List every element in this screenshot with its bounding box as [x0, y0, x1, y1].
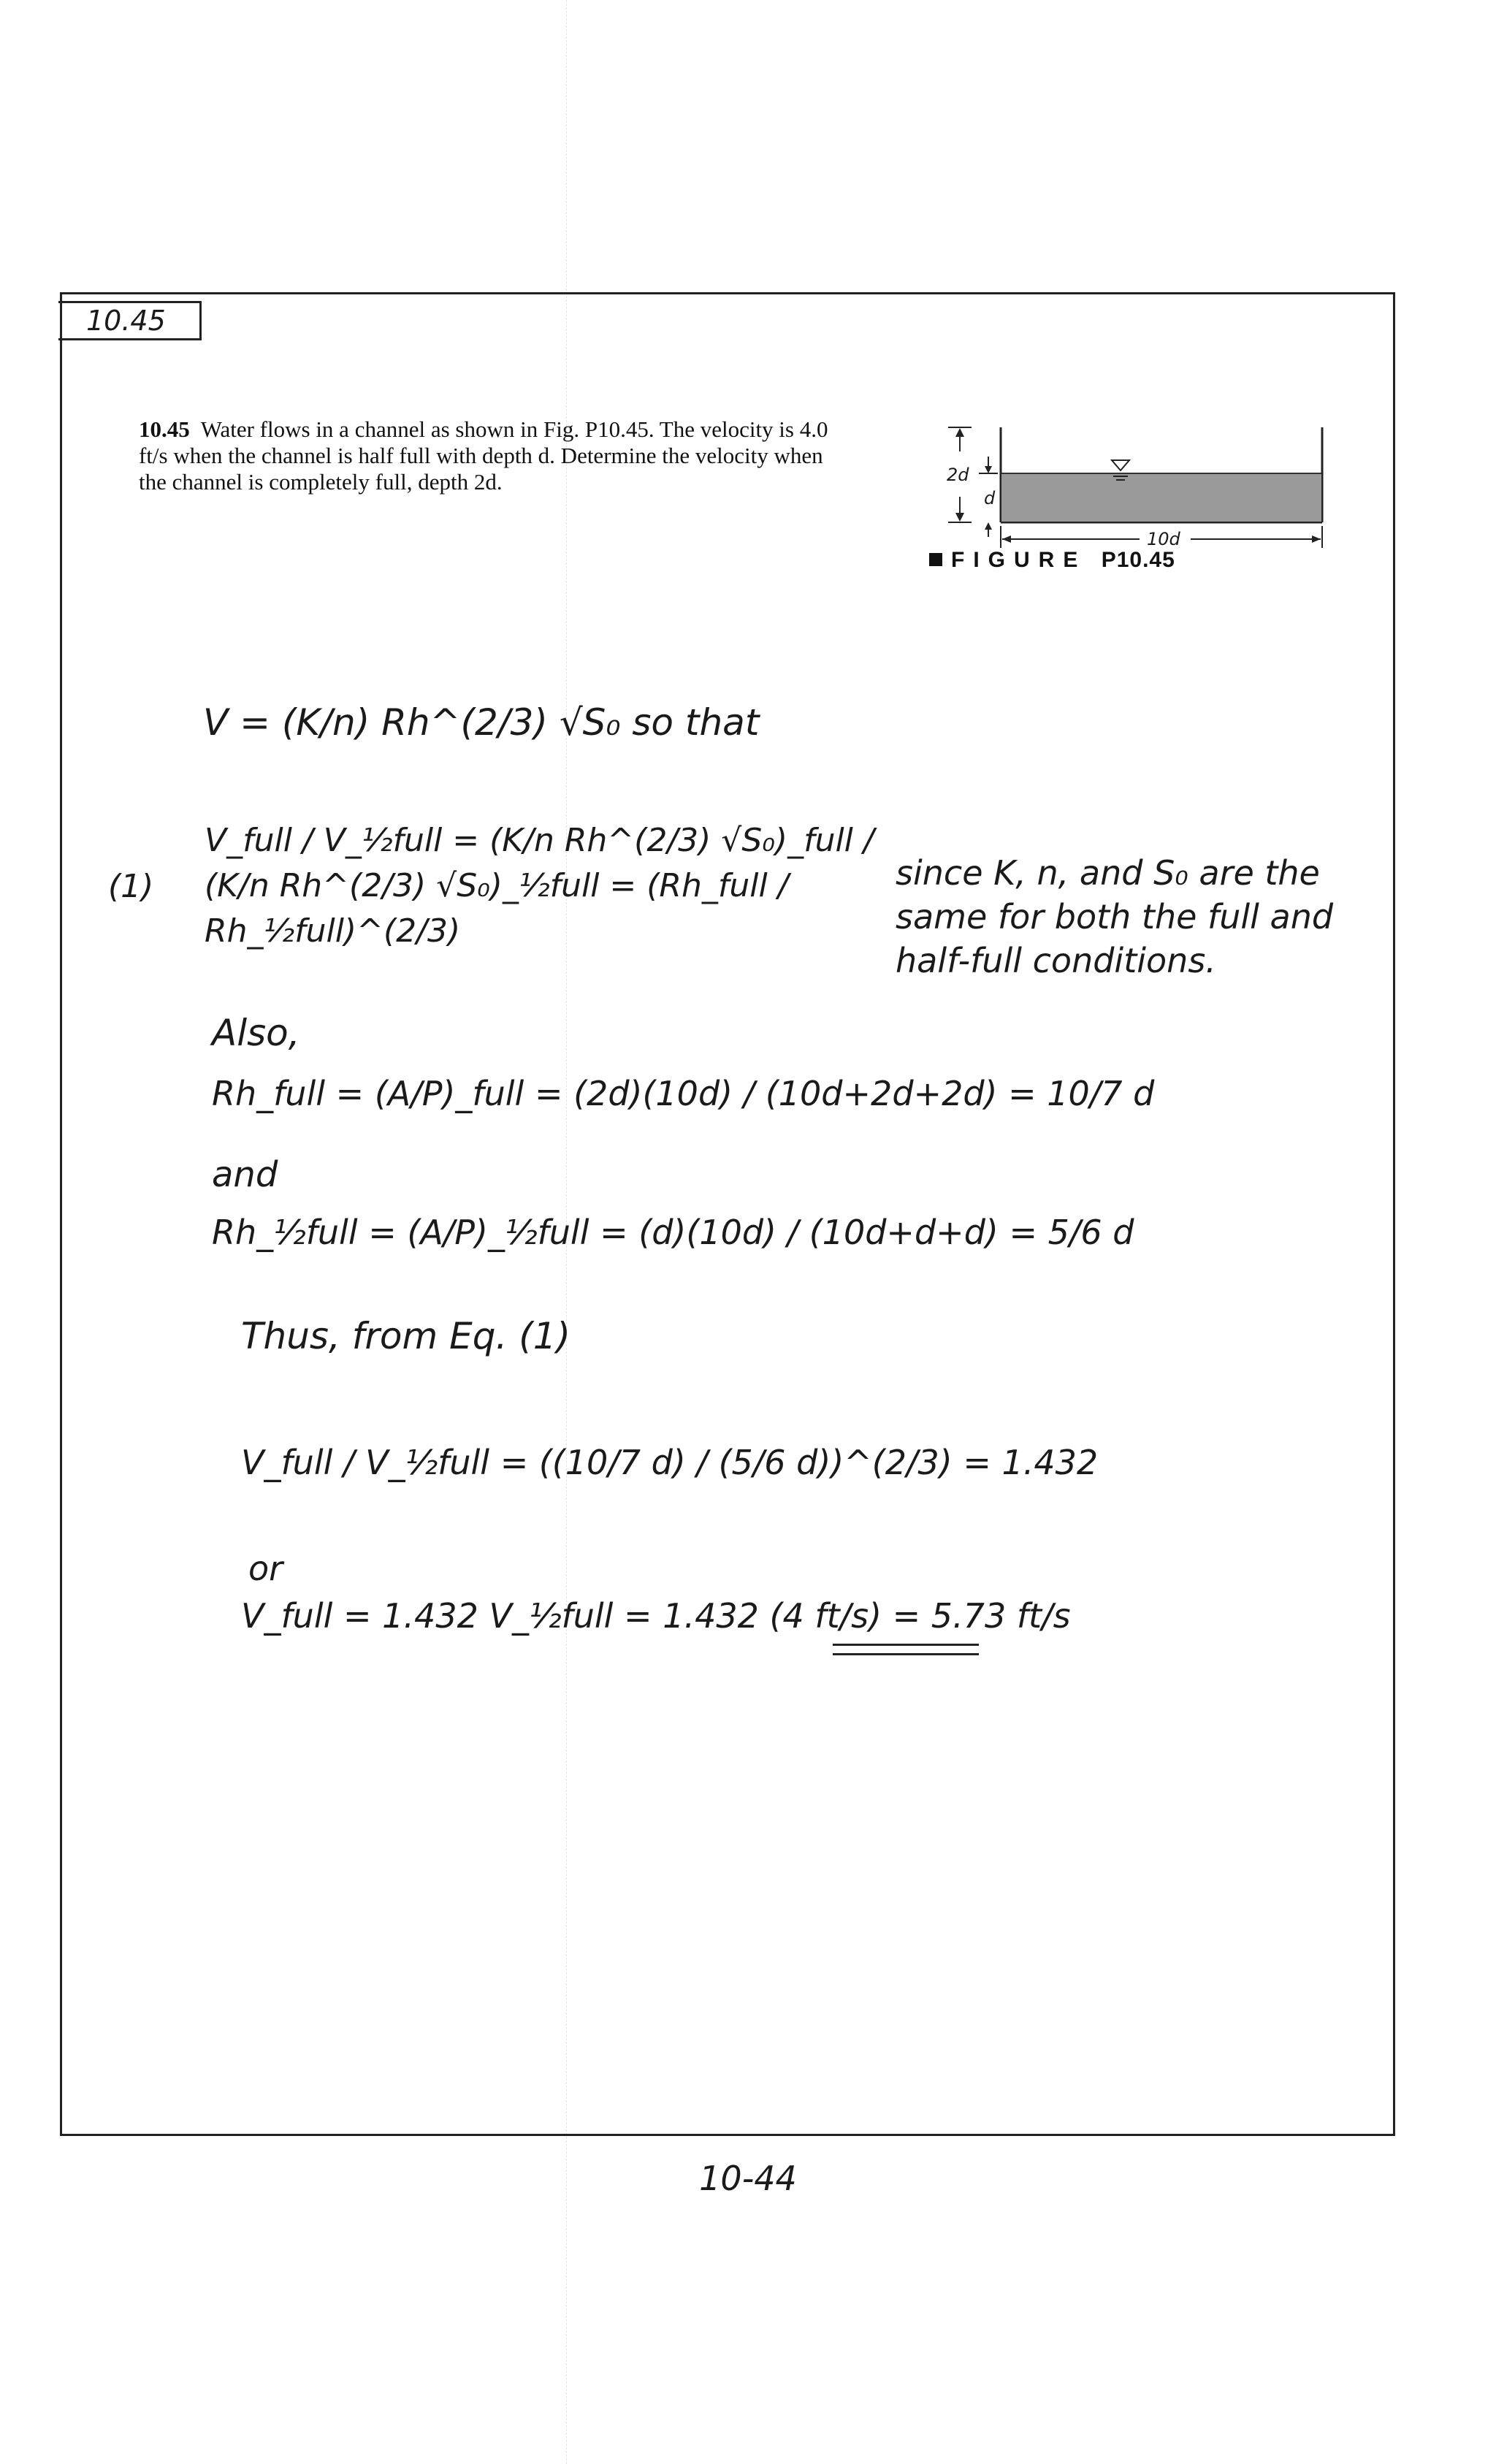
depth-full-label: 2d: [947, 465, 969, 485]
figure-caption: [929, 548, 1175, 573]
and-label: and: [212, 1154, 278, 1195]
answer-double-underline: [833, 1644, 979, 1655]
depth-half-label: d: [984, 488, 996, 508]
caption-square-icon: [929, 553, 942, 566]
also-label: Also,: [212, 1012, 300, 1054]
caption-word: FIGURE: [951, 548, 1087, 572]
channel-figure: [928, 416, 1337, 548]
hydraulic-radius-full: Rh_full = (A/P)_full = (2d)(10d) / (10d+2d+2d) = 10/7 d: [212, 1074, 1155, 1113]
water-region: [1001, 473, 1321, 522]
assumption-note: since K, n, and S₀ are the same for both the full and half-full conditions.: [896, 853, 1334, 980]
velocity-ratio-equation: V_full / V_½full = (K/n Rh^(2/3) √S₀)_full / (K/n Rh^(2/3) √S₀)_½full = (Rh_full / Rh_½full)^(2/3): [205, 822, 874, 950]
problem-tag-number: 10.45: [86, 305, 166, 337]
thus-label: Thus, from Eq. (1): [241, 1315, 571, 1357]
free-surface-icon: [1112, 460, 1129, 470]
final-velocity: V_full = 1.432 V_½full = 1.432 (4 ft/s) = 5.73 ft/s: [241, 1596, 1071, 1636]
ratio-result: V_full / V_½full = ((10/7 d) / (5/6 d))^(2/3) = 1.432: [241, 1443, 1099, 1482]
problem-statement: [139, 416, 840, 495]
problem-text: Water flows in a channel as shown in Fig. P10.45. The velocity is 4.0 ft/s when the channel is half full with depth d. Determine the velocity when the channel is completely full, depth 2d.: [139, 416, 828, 495]
page-number: 10-44: [699, 2159, 797, 2198]
hydraulic-radius-half: Rh_½full = (A/P)_½full = (d)(10d) / (10d+d+d) = 5/6 d: [212, 1213, 1134, 1252]
problem-number: 10.45: [139, 416, 190, 442]
width-label: 10d: [1147, 529, 1180, 548]
velocity-equation: V = (K/n) Rh^(2/3) √S₀ so that: [203, 701, 760, 744]
problem-tag-box: [58, 301, 202, 340]
or-label: or: [248, 1549, 283, 1588]
caption-number: P10.45: [1101, 548, 1175, 572]
equation-tag: (1): [108, 868, 154, 905]
